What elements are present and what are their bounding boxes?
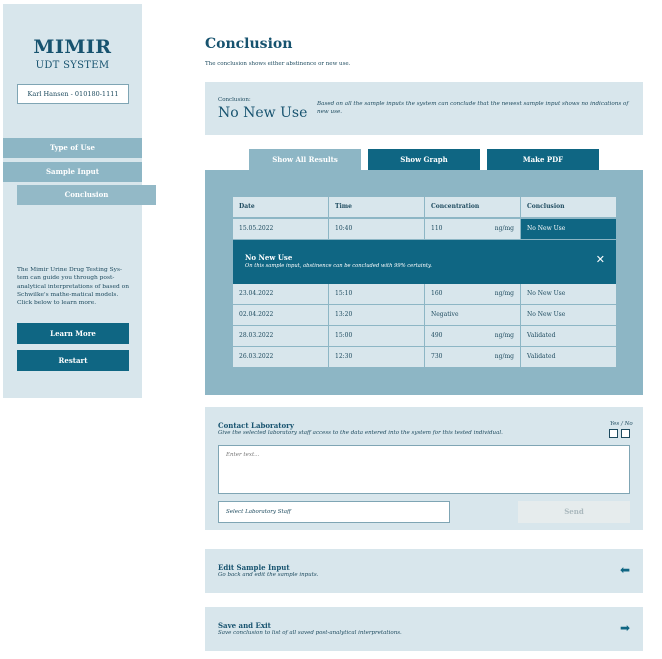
concentration-value: 110 (431, 225, 443, 232)
cell-time: 13:20 (329, 305, 425, 325)
concentration-value: 730 (431, 353, 443, 360)
save-description: Save conclusion to list of all saved post-analytical interpretations. (218, 630, 402, 636)
save-and-exit-panel[interactable] (205, 607, 643, 651)
expanded-title: No New Use (245, 253, 293, 262)
close-icon[interactable]: ✕ (595, 253, 605, 266)
conclusion-note: Based on all the sample inputs the system can conclude that the newest sample input shows no indications of new use. (317, 101, 629, 115)
cell-time: 15:10 (329, 284, 425, 304)
cell-concentration (425, 326, 521, 346)
edit-title: Edit Sample Input (218, 563, 290, 572)
cell-concentration (425, 284, 521, 304)
user-badge: Karl Hansen - 010180-1111 (17, 84, 129, 104)
header-date[interactable]: Date (233, 197, 329, 217)
table-header (233, 197, 616, 217)
page-description: The conclusion shows either abstinence or new use. (205, 61, 351, 67)
page-title: Conclusion (205, 36, 293, 52)
expanded-note: On this sample input, abstinence can be concluded with 99% certainty. (245, 263, 432, 269)
cell-concentration (425, 219, 521, 239)
nav-sample-input[interactable]: Sample Input (3, 162, 142, 182)
edit-sample-input-panel[interactable] (205, 549, 643, 593)
cell-concentration (425, 305, 521, 325)
edit-description: Go back and edit the sample inputs. (218, 572, 319, 578)
concentration-unit: ng/mg (494, 332, 514, 339)
message-textarea[interactable] (218, 445, 630, 494)
table-row[interactable] (233, 326, 616, 346)
tab-show-graph[interactable]: Show Graph (368, 149, 480, 170)
save-title: Save and Exit (218, 621, 271, 630)
no-checkbox[interactable] (621, 429, 630, 438)
contact-laboratory-panel (205, 407, 643, 530)
contact-description: Give the selected laboratory staff access to the data entered into the system for this tested individual. (218, 430, 503, 436)
cell-date: 28.03.2022 (233, 326, 329, 346)
sidebar (3, 4, 142, 398)
conclusion-value: No New Use (218, 105, 308, 121)
learn-more-button[interactable]: Learn More (17, 323, 129, 344)
concentration-unit: ng/mg (494, 290, 514, 297)
app-subtitle: UDT SYSTEM (35, 60, 110, 71)
contact-title: Contact Laboratory (218, 421, 294, 430)
cell-concentration (425, 347, 521, 367)
cell-date: 02.04.2022 (233, 305, 329, 325)
conclusion-label: Conclusion: (218, 97, 251, 103)
send-button[interactable]: Send (518, 501, 630, 523)
sidebar-description: The Mimir Urine Drug Testing Sys-tem can guide you through post-analytical interpretations of based on Schwilke's mathe-matical models. Click below to learn more. (17, 267, 130, 307)
arrow-right-icon[interactable]: ➡ (619, 621, 630, 635)
cell-date: 26.03.2022 (233, 347, 329, 367)
concentration-value: Negative (431, 311, 459, 318)
yes-checkbox[interactable] (609, 429, 618, 438)
restart-button[interactable]: Restart (17, 350, 129, 371)
table-row[interactable] (233, 305, 616, 325)
tab-make-pdf[interactable]: Make PDF (487, 149, 599, 170)
table-row[interactable] (233, 284, 616, 304)
concentration-unit: ng/mg (494, 225, 514, 232)
cell-conclusion: Validated (527, 353, 556, 360)
nav-conclusion[interactable]: Conclusion (17, 185, 156, 205)
cell-date: 15.05.2022 (233, 219, 329, 239)
table-row[interactable] (233, 347, 616, 367)
header-concentration[interactable]: Concentration (425, 197, 521, 217)
header-time[interactable]: Time (329, 197, 425, 217)
yes-no-label: Yes / No (610, 421, 633, 427)
concentration-value: 490 (431, 332, 443, 339)
arrow-left-icon[interactable]: ⬅ (619, 563, 630, 577)
table-row[interactable] (233, 219, 616, 239)
nav-type-of-use[interactable]: Type of Use (3, 138, 142, 158)
tab-show-all-results[interactable]: Show All Results (249, 149, 361, 170)
app-logo: MIMIR (33, 36, 112, 58)
header-conclusion[interactable]: Conclusion (527, 203, 565, 210)
cell-conclusion: Validated (527, 332, 556, 339)
cell-conclusion: No New Use (527, 311, 566, 318)
lab-staff-select[interactable]: Select Laboratory Staff (218, 501, 450, 523)
cell-time: 15:00 (329, 326, 425, 346)
concentration-unit: ng/mg (494, 353, 514, 360)
conclusion-summary (205, 82, 643, 135)
cell-date: 23.04.2022 (233, 284, 329, 304)
concentration-value: 160 (431, 290, 443, 297)
expanded-row-details (233, 240, 616, 284)
cell-time: 12:30 (329, 347, 425, 367)
cell-time: 10:40 (329, 219, 425, 239)
cell-conclusion: No New Use (521, 219, 616, 239)
cell-conclusion: No New Use (527, 290, 566, 297)
